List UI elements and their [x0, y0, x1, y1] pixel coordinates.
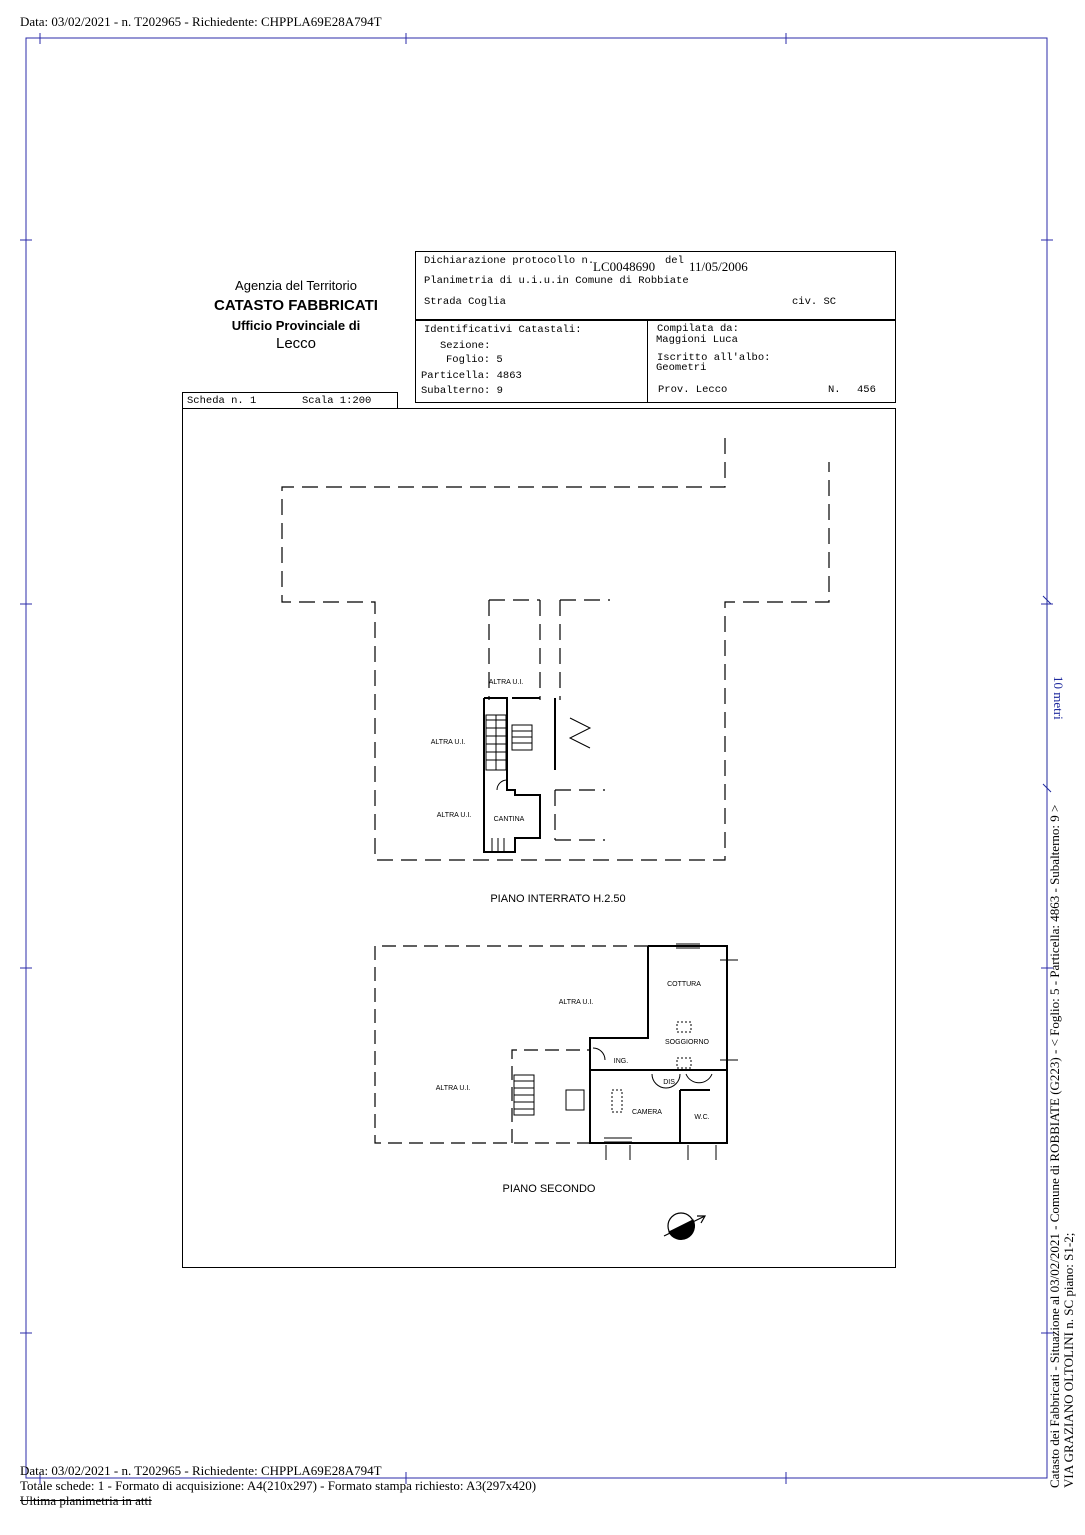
identifiers-title: Identificativi Catastali: [424, 324, 582, 336]
second-label-disimpegno: DIS. [663, 1079, 677, 1086]
province-text: Prov. Lecco [658, 384, 728, 396]
albo-label: Iscritto all'albo: [657, 352, 771, 364]
basement-label-cantina: CANTINA [493, 816, 525, 823]
second-label-ingresso: ING. [613, 1058, 629, 1065]
agency-name: Agenzia del Territorio [235, 278, 357, 293]
catasto-title: CATASTO FABBRICATI [214, 297, 378, 314]
date-label: del [665, 255, 684, 267]
footer-line-3: Ultima planimetria in atti [20, 1493, 152, 1508]
sezione-text: Sezione: [440, 340, 491, 352]
second-label-camera: CAMERA [632, 1109, 662, 1116]
civic-text: civ. SC [792, 296, 837, 308]
office-label: Ufficio Provinciale di [231, 318, 361, 333]
second-floor-details [514, 944, 738, 1160]
register-number: 456 [857, 384, 876, 396]
footer-line-1: Data: 03/02/2021 - n. T202965 - Richiedente: CHPPLA69E28A794T [20, 1463, 382, 1478]
protocol-number: LC0048690 [593, 259, 656, 274]
protocol-label: Dichiarazione protocollo n. [424, 255, 595, 267]
basement-walls [484, 698, 555, 852]
sheet-scale: Scala 1:200 [302, 395, 372, 407]
second-label-soggiorno: SOGGIORNO [665, 1039, 709, 1046]
north-arrow-icon [664, 1213, 705, 1239]
register-number-label: N. [828, 384, 841, 396]
side-note [1048, 488, 1076, 1488]
second-floor-outline [375, 946, 648, 1143]
basement-stairs [486, 715, 590, 852]
basement-title: PIANO INTERRATO H.2.50 [490, 893, 626, 905]
document-footer [20, 1463, 536, 1508]
compiler-label: Compilata da: [657, 323, 739, 335]
second-label-other-1: ALTRA U.I. [558, 999, 594, 1006]
second-label-cottura: COTTURA [667, 981, 701, 988]
basement-outline [282, 438, 829, 860]
subalterno-text: Subalterno: 9 [421, 385, 503, 397]
declaration-date: 11/05/2006 [689, 259, 748, 274]
basement-label-other-3: ALTRA U.I. [436, 812, 472, 819]
basement-label-other-1: ALTRA U.I. [488, 679, 524, 686]
side-note-line-2: VIA GRAZIANO OLTOLINI n. SC piano: S1-2; [1061, 1232, 1076, 1488]
street-text: Strada Coglia [424, 296, 506, 308]
document-header: Data: 03/02/2021 - n. T202965 - Richiedente: CHPPLA69E28A794T [20, 14, 382, 29]
foglio-text: Foglio: 5 [446, 354, 503, 366]
office-city: Lecco [275, 335, 317, 352]
albo-value: Geometri [656, 362, 707, 374]
basement-label-other-2: ALTRA U.I. [430, 739, 466, 746]
side-note-line-1: Catasto dei Fabbricati - Situazione al 03/02/2021 - Comune di ROBBIATE (G223) - < Foglio: 5 - Particella: 4863 - Subalterno: 9 > [1047, 804, 1062, 1488]
second-label-wc: W.C. [694, 1114, 710, 1121]
scale-bar-label: 10 metri [1051, 676, 1066, 720]
particella-text: Particella: 4863 [421, 370, 522, 382]
planimetry-text: Planimetria di u.i.u.in Comune di Robbiate [424, 275, 689, 287]
footer-line-2: Totale schede: 1 - Formato di acquisizione: A4(210x297) - Formato stampa richiesto: A3(297x420) [20, 1478, 537, 1493]
second-label-other-2: ALTRA U.I. [435, 1085, 471, 1092]
compiler-name: Maggioni Luca [656, 334, 738, 346]
sheet-number: Scheda n. 1 [187, 395, 257, 407]
second-floor-title: PIANO SECONDO [502, 1183, 596, 1195]
